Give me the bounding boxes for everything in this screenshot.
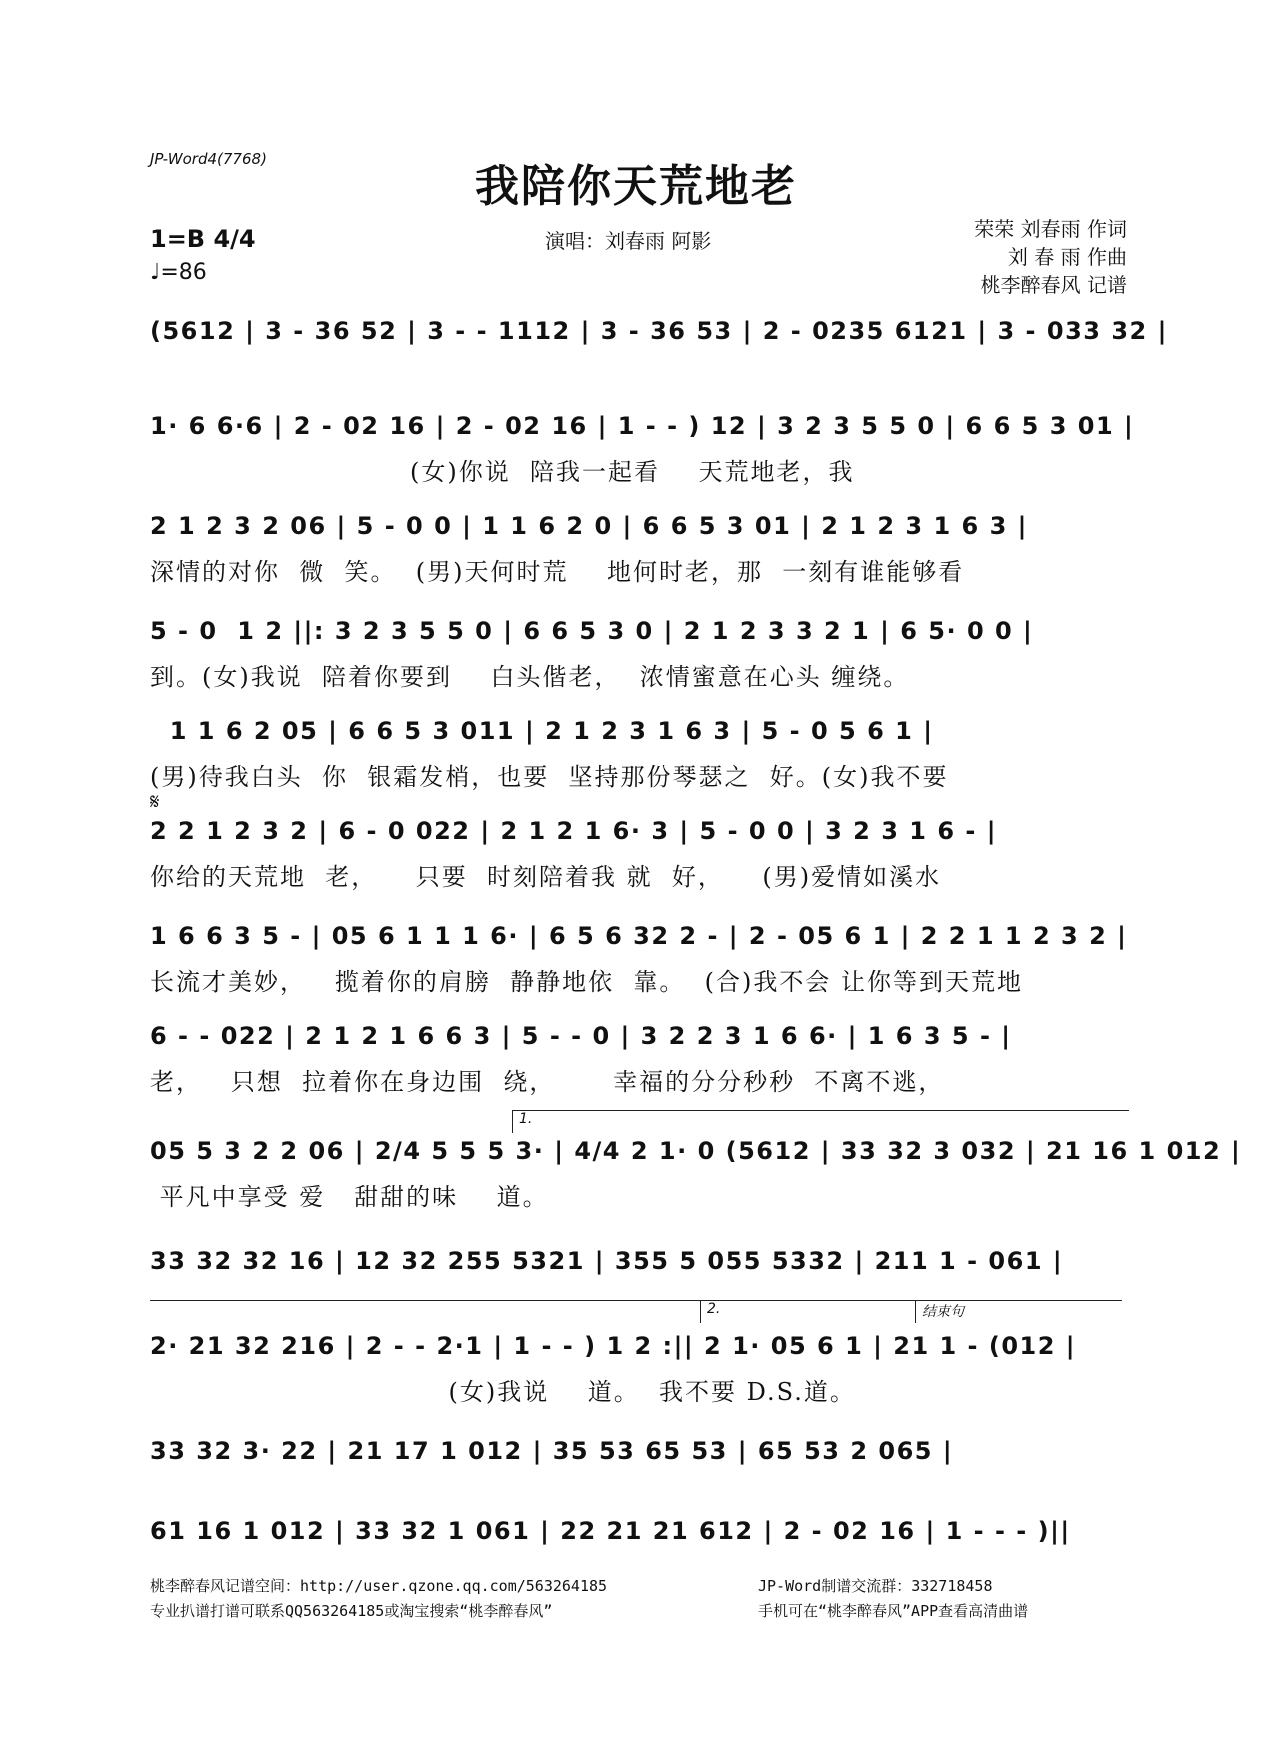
footer-group: JP-Word制谱交流群：332718458 xyxy=(758,1577,993,1595)
singer-credit: 演唱：刘春雨 阿影 xyxy=(545,229,712,253)
lyrics-line-6: 你给的天荒地 老， 只要 时刻陪着我 就 好， (男)爱情如溪水 xyxy=(150,863,942,891)
key-signature: 1=B 4/4 xyxy=(150,225,256,253)
lyrics-line-5: (男)待我白头 你 银霜发梢，也要 坚持那份琴瑟之 好。(女)我不要 xyxy=(150,763,949,791)
score-system-4: 5 - 0 1 2 ||: 3 2 3 5 5 0 | 6 6 5 3 0 | 2 1 2 3 3 2 1 | 6 5· 0 0 | xyxy=(150,617,1034,645)
score-system-2: 1· 6 6·6 | 2 - 02 16 | 2 - 02 16 | 1 - - ) 12 | 3 2 3 5 5 0 | 6 6 5 3 01 | xyxy=(150,412,1135,440)
score-system-1: (5612 | 3 - 36 52 | 3 - - 1112 | 3 - 36 53 | 2 - 0235 6121 | 3 - 033 32 | xyxy=(150,317,1168,345)
lyrics-line-1 xyxy=(150,355,1130,389)
lyrics-line-2: (女)你说 陪我一起看 天荒地老，我 xyxy=(150,458,855,486)
ending-bracket xyxy=(915,1300,1122,1323)
lyricist-credit: 荣荣 刘春雨 作词 xyxy=(974,217,1127,241)
footer-app-note: 手机可在“桃李醉春风”APP查看高清曲谱 xyxy=(758,1602,1029,1620)
score-system-12: 33 32 3· 22 | 21 17 1 012 | 35 53 65 53 | 65 53 2 065 | xyxy=(150,1437,954,1465)
score-system-6: 2 2 1 2 3 2 | 6 - 0 022 | 2 1 2 1 6· 3 | 5 - 0 0 | 3 2 3 1 6 - | xyxy=(150,817,997,845)
app-tag: JP-Word4(7768) xyxy=(150,150,267,168)
lyrics-line-9: 平凡中享受 爱 甜甜的味 道。 xyxy=(150,1183,549,1211)
score-system-11: 2· 21 32 216 | 2 - - 2·1 | 1 - - ) 1 2 :|| 2 1· 05 6 1 | 21 1 - (012 | xyxy=(150,1332,1077,1360)
ending-label: 结束句 xyxy=(922,1304,964,1320)
lyrics-line-11: (女)我说 道。 我不要 D.S.道。 xyxy=(150,1378,856,1406)
volta-1-label: 1. xyxy=(519,1111,533,1127)
composer-credit: 刘 春 雨 作曲 xyxy=(1007,245,1127,269)
song-title: 我陪你天荒地老 xyxy=(475,161,797,212)
volta-1-continuation xyxy=(150,1300,701,1323)
transcriber-credit: 桃李醉春风 记谱 xyxy=(980,273,1127,297)
score-system-7: 1 6 6 3 5 - | 05 6 1 1 1 6· | 6 5 6 32 2 - | 2 - 05 6 1 | 2 2 1 1 2 3 2 | xyxy=(150,922,1128,950)
footer-blog-link: 桃李醉春风记谱空间：http://user.qzone.qq.com/563264185 xyxy=(150,1577,608,1595)
segno-icon: 𝄋 xyxy=(150,790,160,815)
volta-2-bracket xyxy=(700,1300,917,1323)
volta-2-label: 2. xyxy=(707,1301,721,1317)
tempo-mark: ♩=86 xyxy=(150,260,207,285)
score-system-8: 6 - - 022 | 2 1 2 1 6 6 3 | 5 - - 0 | 3 2 2 3 1 6 6· | 1 6 3 5 - | xyxy=(150,1022,1012,1050)
lyrics-line-7: 长流才美妙， 揽着你的肩膀 静静地依 靠。 (合)我不会 让你等到天荒地 xyxy=(150,968,1024,996)
score-system-10: 33 32 32 16 | 12 32 255 5321 | 355 5 055 5332 | 211 1 - 061 | xyxy=(150,1247,1064,1275)
score-system-5: 1 1 6 2 05 | 6 6 5 3 011 | 2 1 2 3 1 6 3 | 5 - 0 5 6 1 | xyxy=(150,717,934,745)
lyrics-line-3: 深情的对你 微 笑。 (男)天何时荒 地何时老，那 一刻有谁能够看 xyxy=(150,558,965,586)
score-system-9: 05 5 3 2 2 06 | 2/4 5 5 5 3· | 4/4 2 1· 0 (5612 | 33 32 3 032 | 21 16 1 012 | xyxy=(150,1137,1242,1165)
lyrics-line-4: 到。(女)我说 陪着你要到 白头偕老， 浓情蜜意在心头 缠绕。 xyxy=(150,663,910,691)
footer-contact: 专业扒谱打谱可联系QQ563264185或淘宝搜索“桃李醉春风” xyxy=(150,1602,553,1620)
lyrics-line-8: 老， 只想 拉着你在身边围 绕， 幸福的分分秒秒 不离不逃， xyxy=(150,1068,945,1096)
score-system-13: 61 16 1 012 | 33 32 1 061 | 22 21 21 612 | 2 - 02 16 | 1 - - - )|| xyxy=(150,1517,1071,1545)
score-system-3: 2 1 2 3 2 06 | 5 - 0 0 | 1 1 6 2 0 | 6 6 5 3 01 | 2 1 2 3 1 6 3 | xyxy=(150,512,1028,540)
